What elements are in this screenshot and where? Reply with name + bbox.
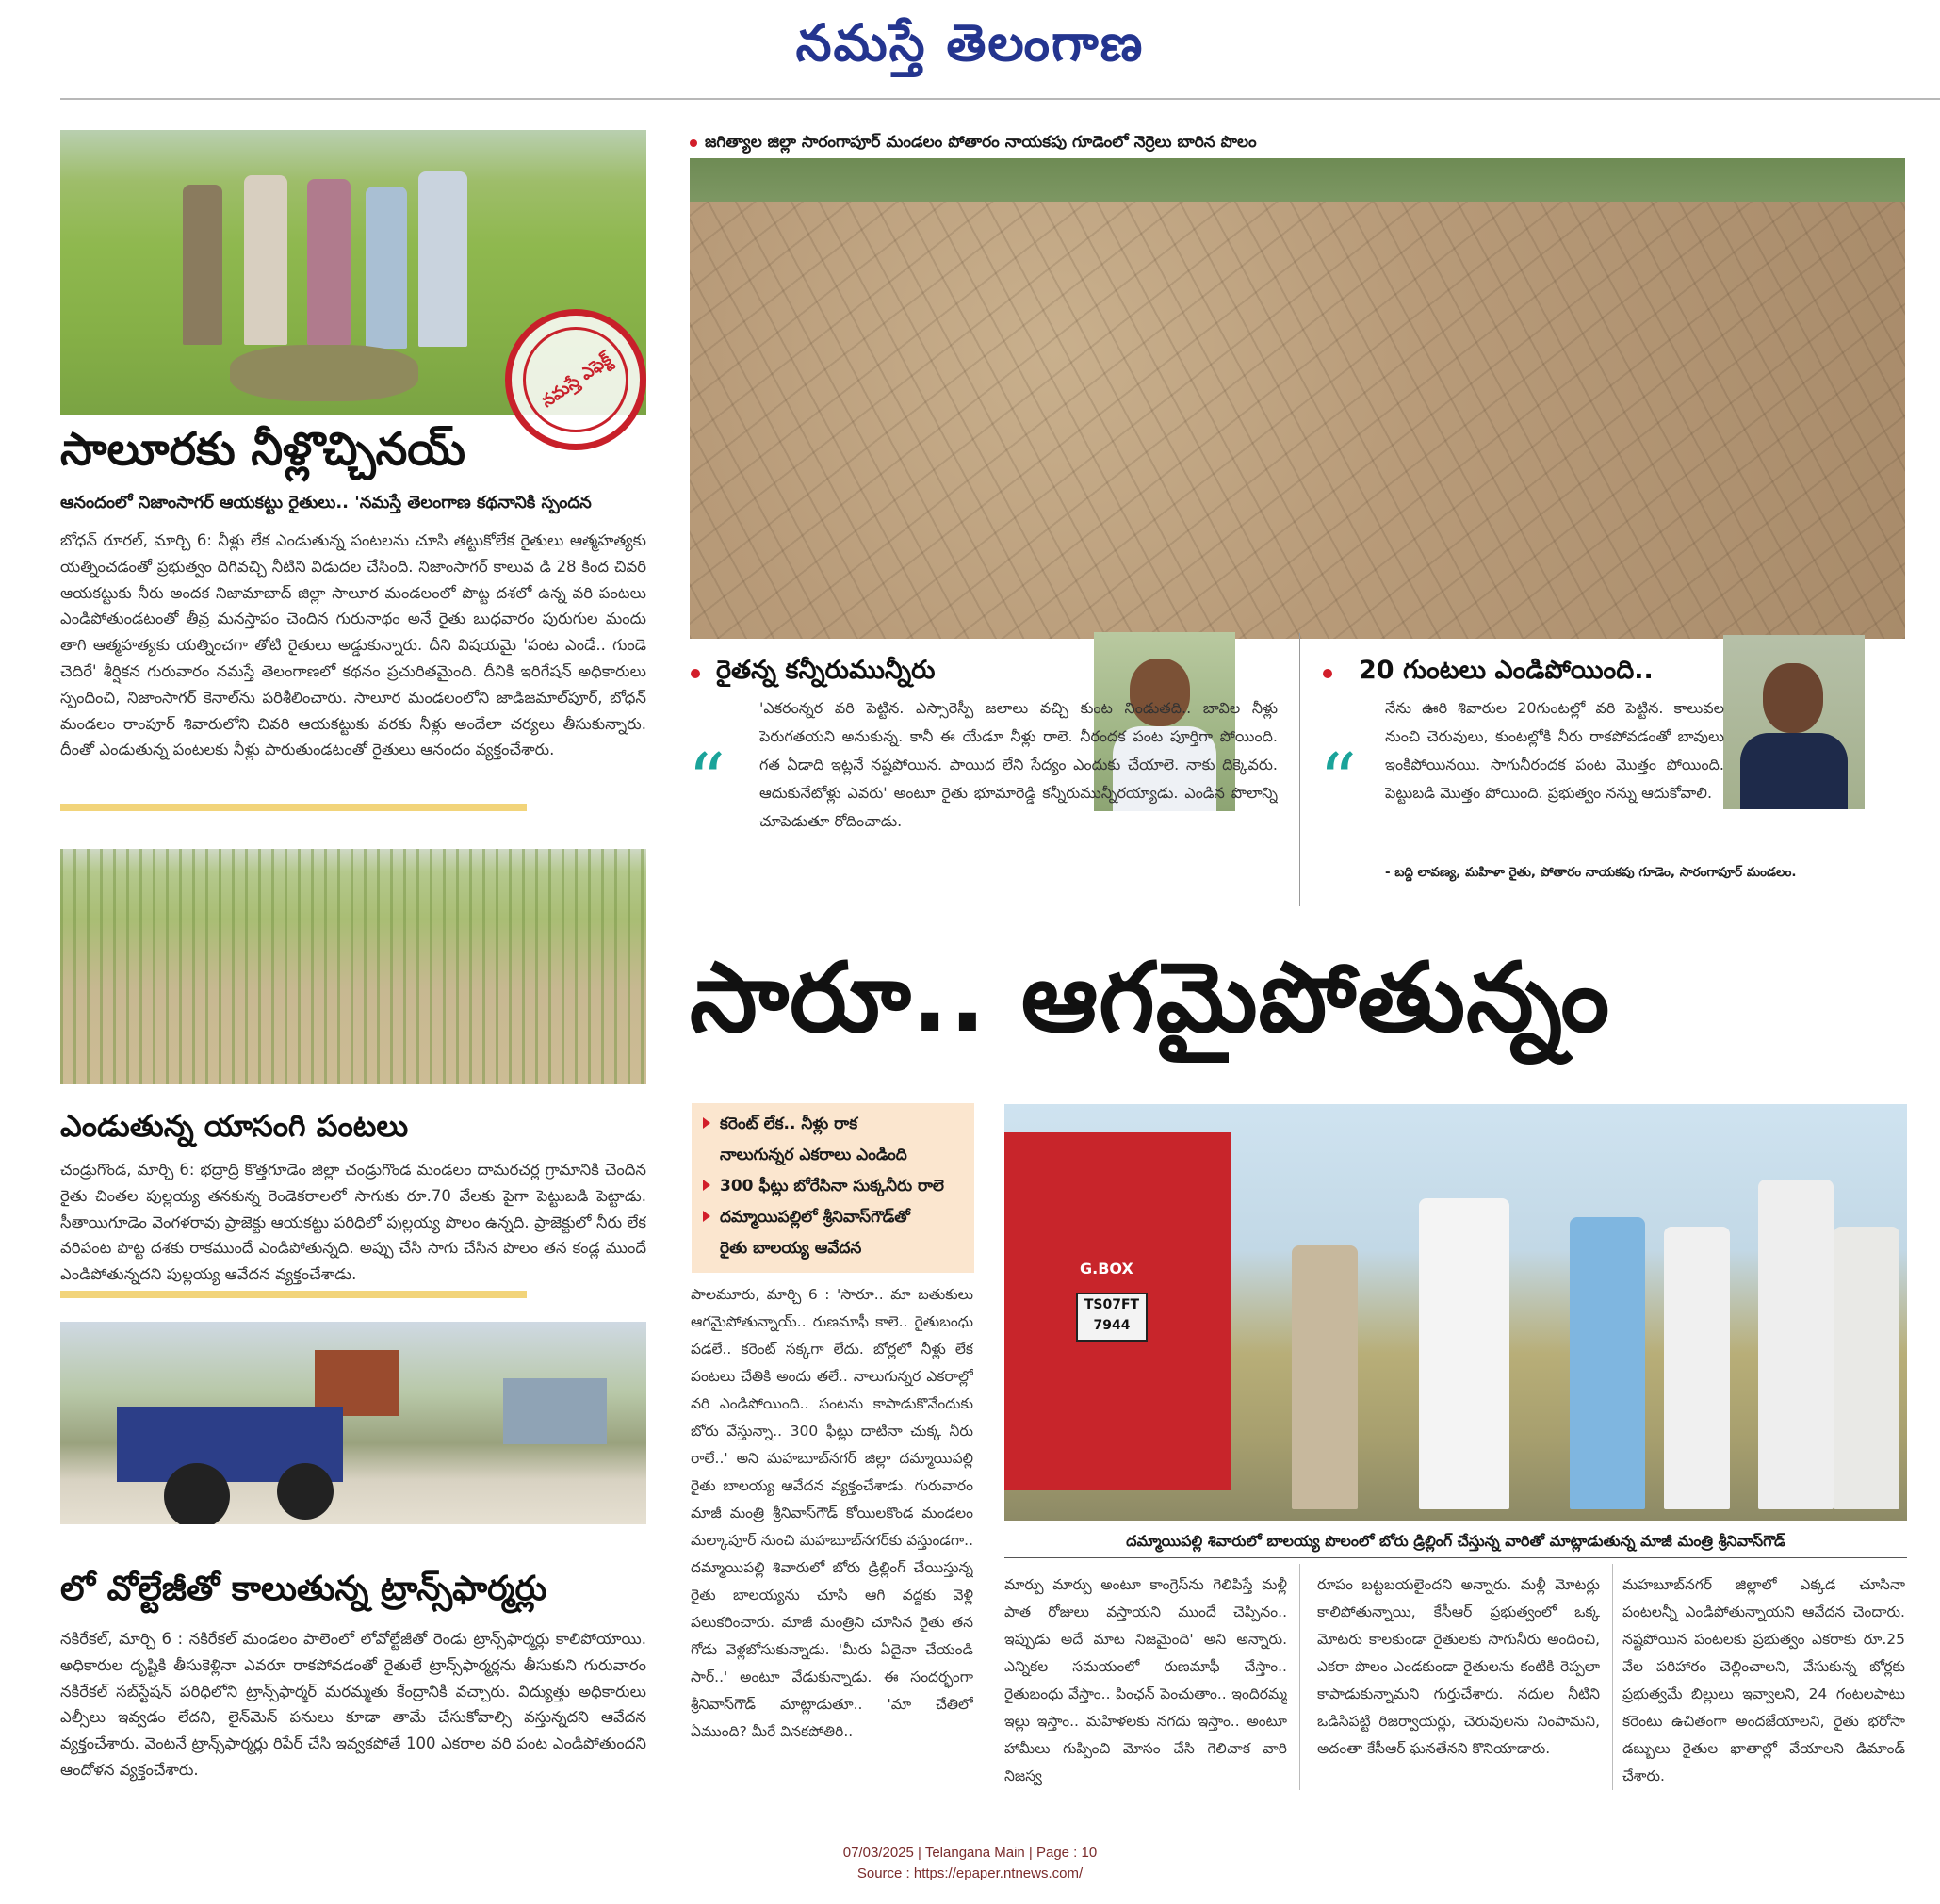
footer-source-link[interactable]: Source : https://epaper.ntnews.com/	[856, 1865, 1084, 1881]
main-headline: సారూ.. ఆగమైపోతున్నం	[690, 942, 1611, 1054]
highlight-5: రైతు బాలయ్య ఆవేదన	[720, 1239, 862, 1258]
footer-date-page: 07/03/2025 | Telangana Main | Page : 10	[842, 1845, 1098, 1861]
highlight-2: నాలుగున్నర ఎకరాలు ఎండింది	[720, 1146, 907, 1164]
newspaper-title: నమస్తే తెలంగాణ	[795, 12, 1145, 73]
story1-body: బోధన్ రూరల్, మార్చి 6: నీళ్లు లేక ఎండుతున్న పంటలను చూసి తట్టుకోలేక రైతులు ఆత్మహత్యకు యత్నించడంతో ప్రభుత్వం దిగివచ్చి నీటిని విడుదల చేసింది. నిజాంసాగర్ కాలువ డి 28 కింద చివరి ఆయకట్టుకు నీరు అందక నిజామాబాద్ జిల్లా సాలూర మండలంలో పొట్ట దశలో ఉన్న వరి పంటలు ఎండిపోతుండటంతో తీవ్ర మనస్తాపం చెందిన గురునాథం అనే రైతు బుధవారం పురుగుల మందు తాగి ఆత్మహత్యకు యత్నించగా తోటి రైతులు అడ్డుకున్నారు. దీని విషయమై 'పంట ఎండే.. గుండె చెదిరే' శీర్షికన గురువారం నమస్తే తెలంగాణలో కథనం ప్రచురితమైంది. దీనికి ఇరిగేషన్ అధికారులు స్పందించి, నిజాంసాగర్ కెనాల్‌ను పరిశీలించారు. సాలూర మండలంలోని జాడిజమాల్‌పూర్, బోధన్ మండలం రాంపూర్ శివారులోని చివరి ఆయకట్టుకు వరకు నీళ్లు అందేలా చర్యలు తీసుకున్నారు. దీంతో ఎండుతున్న పంటలకు నీళ్లు పారుతుండటంతో రైతులు ఆనందం వ్యక్తంచేశారు.	[60, 531, 646, 759]
story2-divider	[60, 1291, 527, 1298]
farmer-lavanya-photo	[1723, 635, 1865, 809]
story3-headline: లో వోల్టేజీతో కాలుతున్న ట్రాన్స్‌ఫార్మర్లు	[60, 1570, 547, 1608]
highlight-4: దమ్మాయిపల్లిలో శ్రీనివాస్‌గౌడ్‌తో	[703, 1202, 963, 1233]
story2-body: చండ్రుగొండ, మార్చి 6: భద్రాద్రి కొత్తగూడెం జిల్లా చండ్రుగొండ మండలం దామరచర్ల గ్రామానికి చెందిన రైతు చింతల పుల్లయ్య తనకున్న రెండెకరాలలో సాగుకు రూ.70 వేలకు పైగా పెట్టుబడి పెట్టాడు. సీతాయిగూడెం వెంగళరావు ప్రాజెక్టు ఆయకట్టు పరిధిలో పుల్లయ్య పొలం ఉన్నది. ప్రాజెక్టులో నీరు లేక వరిపంట పొట్ట దశకు రాకముందే ఎండిపోతున్నది. అప్పు చేసి సాగు చేసిన పొలం తన కండ్ల ముందే ఎండిపోతున్నదని పుల్లయ్య ఆవేదన వ్యక్తంచేశాడు.	[60, 1161, 646, 1284]
quote-mark-icon-2: “	[1319, 739, 1357, 823]
article-col-3: రూపం బట్టబయలైందని అన్నారు. మళ్లీ మోటర్లు కాలిపోతున్నాయి, కేసీఆర్ ప్రభుత్వంలో ఒక్క మోటరు కాలకుండా రైతులకు సాగునీరు అందించి, ఎకరా పొలం ఎండకుండా రైతులను కంటికి రెప్పలా కాపాడుకున్నామని గుర్తుచేశారు. నదుల నీటిని ఒడిసిపట్టి రిజర్వాయర్లు, చెరువులను నింపామని, అదంతా కేసీఆర్ ఘనతేనని కొనియాడారు.	[1317, 1576, 1600, 1757]
quote1-bullet	[691, 664, 700, 682]
article-col-1: పాలమూరు, మార్చి 6 : 'సారూ.. మా బతుకులు ఆగమైపోతున్నాయ్.. రుణమాఫీ కాలె.. రైతుబంధు పడలే.. కరెంట్ సక్కగా లేదు. బోర్లలో నీళ్లు లేక పంటలు చేతికి అందు తలే.. నాలుగున్నర ఎకరాల్లో వరి ఎండిపోయింది.. పంటను కాపాడుకొనేందుకు బోరు వేస్తున్నా.. 300 ఫీట్లు దాటినా చుక్క నీరు రాలే..' అని మహబూబ్‌నగర్ జిల్లా దమ్మాయిపల్లి రైతు బాలయ్య ఆవేదన వ్యక్తంచేశాడు. గురువారం మాజీ మంత్రి శ్రీనివాస్‌గౌడ్ కోయిలకొండ మండలం మల్కాపూర్ నుంచి మహబూబ్‌నగర్‌కు వస్తుండగా.. దమ్మాయిపల్లి శివారులో బోరు డ్రిల్లింగ్ చేయిస్తున్న రైతు బాలయ్యను చూసి ఆగి వద్దకు వెళ్లి పలుకరించారు. మాజీ మంత్రిని చూసిన రైతు తన గోడు వెళ్లబోసుకున్నాడు. 'మీరు ఏదైనా చేయండి సార్..' అంటూ వేడుకున్నాడు. ఈ సందర్భంగా శ్రీనివాస్‌గౌడ్ మాట్లాడుతూ.. 'మా చేతిలో ఏముంది? మీరే వినకపోతిరి..	[691, 1286, 973, 1740]
quote-mark-icon: “	[688, 739, 725, 823]
top-photo-caption: జగిత్యాల జిల్లా సారంగాపూర్ మండలం పోతారం నాయకపు గూడెంలో నెర్రెలు బారిన పొలం	[690, 128, 1905, 156]
col-rule-3	[1612, 1564, 1613, 1790]
masthead	[0, 0, 1940, 85]
story1-headline: సాలూరకు నీళ్లొచ్చినయ్	[60, 423, 466, 476]
story1-divider	[60, 804, 527, 811]
story2-headline: ఎండుతున్న యాసంగి పంటలు	[60, 1108, 409, 1144]
quote2-attribution: - బద్ది లావణ్య, మహిళా రైతు, పోతారం నాయకపు గూడెం, సారంగాపూర్ మండలం.	[1385, 865, 1797, 880]
article-col-2: మార్పు మార్పు అంటూ కాంగ్రెస్‌ను గెలిపిస్తే మళ్లీ పాత రోజులు వస్తాయని ముందే చెప్పినం.. ఇప్పుడు అదే మాట నిజమైంది' అని అన్నారు. ఎన్నికల సమయంలో రుణమాఫీ చేస్తాం.. రైతుబంధు వేస్తాం.. పింఛన్ పెంచుతాం.. ఇందిరమ్మ ఇల్లు ఇస్తాం.. మహిళలకు నగదు ఇస్తాం.. అంటూ హామీలు గుప్పించి మోసం చేసి గెలిచాక వారి నిజస్వ	[1004, 1576, 1287, 1784]
highlight-1: కరెంట్ లేక.. నీళ్లు రాక	[703, 1109, 963, 1140]
quote2-body: నేను ఊరి శివారుల 20గుంటల్లో వరి పెట్టిన. కాలువల నుంచి చెరువులు, కుంటల్లోకి నీరు రాకపోవడంతో బావులు ఇంకిపోయినయి. సాగునీరందక పంట మొత్తం పోయింది. పెట్టుబడి మొత్తం పోయింది. ప్రభుత్వం నన్ను ఆదుకోవాలి.	[1385, 699, 1724, 802]
page-footer	[0, 1843, 1940, 1884]
story3-body: నకిరేకల్, మార్చి 6 : నకిరేకల్ మండలం పాలెంలో లోవోల్టేజీతో రెండు ట్రాన్స్‌ఫార్మర్లు కాలిపోయాయి. అధికారుల దృష్టికి తీసుకెళ్లినా ఎవరూ రాకపోవడంతో రైతులే ట్రాన్స్‌ఫార్మర్లను తీసుకుని గురువారం నకిరేకల్ సబ్‌స్టేషన్ పరిధిలోని ట్రాన్స్‌ఫార్మర్ మరమ్మతు కేంద్రానికి వచ్చారు. విద్యుత్తు అధికారులు ఎల్సీలు ఇవ్వడం లేదని, లైన్‌మెన్ పనులు కూడా తామే చేసుకోవాల్సి వస్తున్నదని ఆవేదన వ్యక్తంచేశారు. వెంటనే ట్రాన్స్‌ఫార్మర్లు రిపేర్ చేసి ఇవ్వకపోతే 100 ఎకరాల వరి పంట ఎండిపోతుందని ఆందోళన వ్యక్తంచేశారు.	[60, 1630, 646, 1779]
truck-number-plate: TS07FT 7944	[1076, 1293, 1148, 1342]
namaste-effect-stamp: నమస్తే ఎఫెక్ట్	[505, 309, 646, 450]
quote1-heading: రైతన్న కన్నీరుమున్నీరు	[716, 656, 936, 685]
cracked-field-photo	[690, 158, 1905, 639]
story1-strap: ఆనందంలో నిజాంసాగర్ ఆయకట్టు రైతులు.. 'నమస్తే తెలంగాణ కథనానికి స్పందన	[60, 493, 592, 513]
quotes-divider	[1299, 633, 1300, 906]
highlight-3: 300 ఫీట్లు బోరేసినా సుక్కనీరు రాలె	[703, 1171, 963, 1202]
quote2-bullet	[1323, 664, 1332, 682]
col-rule-2	[1299, 1564, 1300, 1790]
quote1-body: 'ఎకరంన్నర వరి పెట్టిన. ఎస్సారెస్పీ జలాలు వచ్చి కుంట నిండుతది.. బావిల నీళ్లు పెరుగతయని అనుకున్న. కానీ ఈ యేడూ నీళ్లు రాలె. నీరందక పంట పూర్తిగా పోయింది. గత ఏడాది ఇట్లనే నష్టపోయిన. పాయిద లేని సేద్యం ఎందుకు చేయాలె. నాకు దిక్కెవరు. ఆదుకునేటోళ్లు ఎవరు' అంటూ రైతు భూమారెడ్డి కన్నీరుమున్నీరయ్యాడు. ఎండిన పొలాన్ని చూపెడుతూ రోదించాడు.	[759, 699, 1278, 830]
tractors-transformers-photo	[60, 1322, 646, 1524]
quote2-heading: 20 గుంటలు ఎండిపోయింది..	[1359, 656, 1654, 685]
bottom-photo-caption: దమ్మాయిపల్లి శివారులో బాలయ్య పొలంలో బోరు డ్రిల్లింగ్ చేస్తున్న వారితో మాట్లాడుతున్న మాజీ మంత్రి శ్రీనివాస్‌గౌడ్	[1126, 1532, 1785, 1550]
article-col-4: మహబూబ్‌నగర్ జిల్లాలో ఎక్కడ చూసినా పంటలన్నీ ఎండిపోతున్నాయని ఆవేదన చెందారు. నష్టపోయిన పంటలకు ప్రభుత్వం ఎకరాకు రూ.25 వేల పరిహారం చెల్లించాలని, వేసుకున్న బోర్లకు ప్రభుత్వమే బిల్లులు ఇవ్వాలని, 24 గంటలపాటు కరెంటు ఉచితంగా అందజేయాలని, రైతు భరోసా డబ్బులు రైతుల ఖాతాల్లో వేయాలని డిమాండ్ చేశారు.	[1622, 1576, 1905, 1784]
caption-underline	[1004, 1557, 1907, 1558]
masthead-rule	[60, 98, 1940, 100]
drying-paddy-photo	[60, 849, 646, 1084]
highlights-box	[692, 1103, 974, 1273]
bore-drilling-photo: G.BOX TS07FT 7944	[1004, 1104, 1907, 1521]
